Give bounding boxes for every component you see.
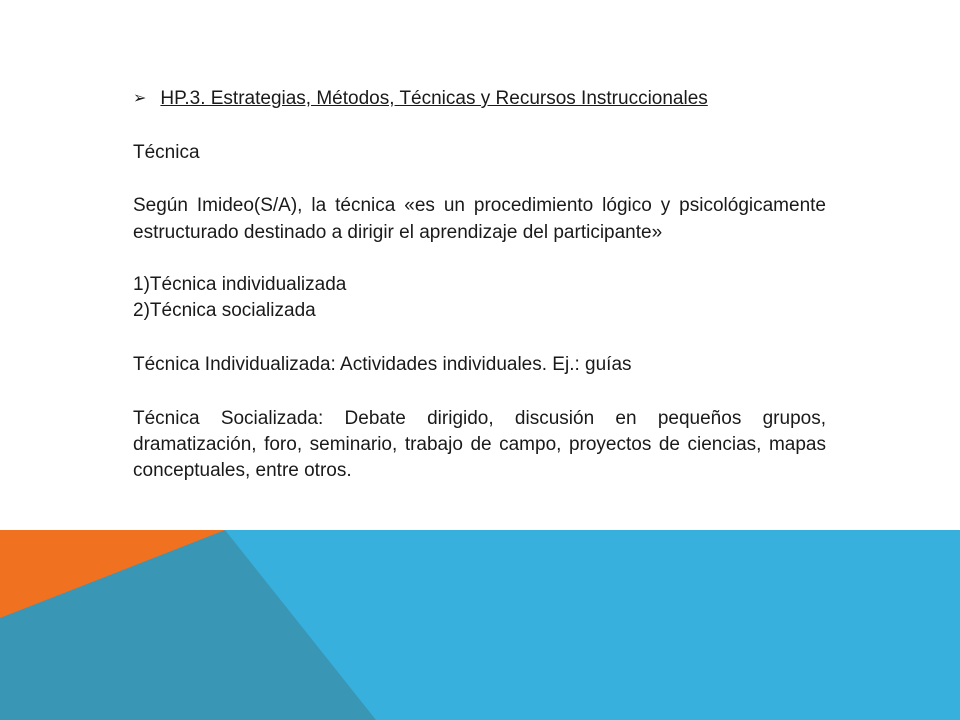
heading-row [133,86,826,112]
social-text: Debate dirigido, discusión en pequeños grupos, dramatización, foro, seminario, trabajo de campo, proyectos de ciencias, mapas conceptuales, entre otros. [133,408,826,481]
list-item: 1)Técnica individualizada [133,274,347,295]
individual-text: Actividades individuales. Ej.: guías [335,354,632,375]
individual-term: Técnica Individualizada: [133,354,336,375]
technique-list [133,272,826,324]
individual-definition [133,352,826,378]
arrow-bullet-icon: ➢ [133,90,147,107]
section-title: Técnica [133,142,200,163]
list-item: 2)Técnica socializada [133,300,316,321]
definition-paragraph: Según Imideo(S/A), la técnica «es un procedimiento lógico y psicológicamente estructurado destinado a dirigir el aprendizaje del participante» [133,195,826,243]
social-term: Técnica Socializada: [133,408,324,429]
social-definition [133,406,826,484]
slide-heading: HP.3. Estrategias, Métodos, Técnicas y Recursos Instruccionales [160,88,708,109]
slide-content [133,86,826,484]
